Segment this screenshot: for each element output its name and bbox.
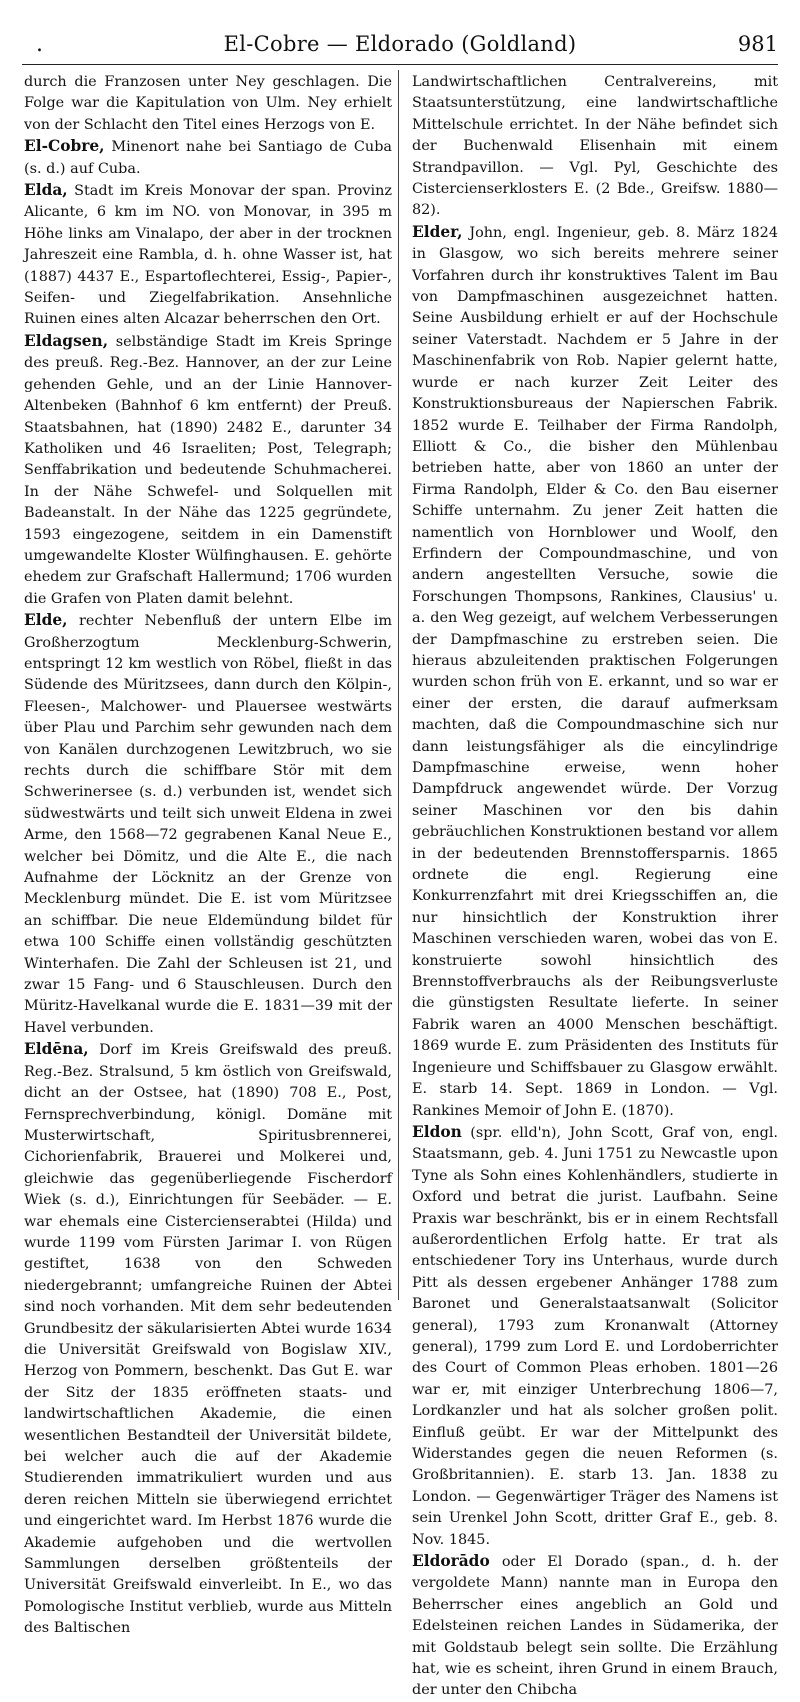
- entry-elde: [24, 610, 392, 1039]
- entry-text: selbständige Stadt im Kreis Springe des preuß. Reg.-Bez. Hannover, an der zur Leine gehenden Gehle, und an der Linie Hannover-Altenbeken (Bahnhof 6 km entfernt) der Preuß. Staatsbahnen, hat (1890) 2482 E., darunter 34 Katholiken und 46 Israeliten; Post, Telegraph; Senffabrikation und bedeutende Schuhmacherei. In der Nähe Schwefel- und Solquellen mit Badeanstalt. In der Nähe das 1225 gegründete, 1593 eingezogene, seitdem in ein Damenstift umgewandelte Kloster Wülfinghausen. E. gehörte ehedem zur Grafschaft Hallermund; 1706 wurden die Grafen von Platen damit belehnt.: [24, 333, 392, 607]
- entry-headword: Eldēna,: [24, 1040, 89, 1059]
- entry-continuation: [24, 71, 392, 136]
- entry-headword: Elde,: [24, 611, 68, 630]
- entry-eldagsen: [24, 331, 392, 610]
- entry-headword: Eldagsen,: [24, 331, 109, 350]
- entry-text: oder El Dorado (span., d. h. der vergoldete Mann) nannte man in Europa den Beherrscher eines angeblich an Gold und Edelsteinen reichen Landes in Südamerika, der mit Goldstaub belegt sein sollte. Die Erzählung hat, wie es scheint, ihren Grund in einem Brauch, der unter den Chibcha: [412, 1554, 778, 1699]
- entry-text: Minenort nahe bei Santiago de Cuba (s. d.) auf Cuba.: [24, 139, 392, 177]
- right-column: [412, 71, 778, 1699]
- entry-eldena: [24, 1039, 392, 1639]
- running-title: El-Cobre — Eldorado (Goldland): [223, 32, 577, 56]
- entry-elda: [24, 180, 392, 331]
- entry-text: Landwirtschaftlichen Centralvereins, mit Staatsunterstützung, eine landwirtschaftliche Mittelschule errichtet. In der Nähe befindet sich der Buchenwald Elisenhain mit einem Strandpavillon. — Vgl. Pyl, Geschichte des Cistercienserklosters E. (2 Bde., Greifsw. 1880—82).: [412, 74, 778, 219]
- entry-elder: [412, 222, 778, 1122]
- page-number: 981: [737, 32, 778, 56]
- entry-eldorado: [412, 1551, 778, 1702]
- entry-headword: Eldorādo: [412, 1552, 490, 1571]
- entry-text: John, engl. Ingenieur, geb. 8. März 1824 in Glasgow, wo sich bereits mehrere seiner Vorfahren durch ihr konstruktives Talent im Bau von Dampfmaschinen ausgezeichnet hatten. Seine Ausbildung erhielt er auf der Hochschule seiner Vaterstadt. Nachdem er 5 Jahre in der Maschinenfabrik von Rob. Napier gelernt hatte, wurde er nach kurzer Zeit Leiter des Konstruktionsbureaus der Napierschen Fabrik. 1852 wurde E. Teilhaber der Firma Randolph, Elliott & Co., die bisher den Mühlenbau betrieben hatte, aber von 1860 an unter der Firma Randolph, Elder & Co. den Bau eiserner Schiffe unternahm. Zu jener Zeit hatten die namentlich von Hornblower und Woolf, den Erfindern der Compoundmaschine, und von andern angestellten Versuche, sowie die Forschungen Thompsons, Rankines, Clausius' u. a. den Weg gezeigt, auf welchem Verbesserungen der Dampfmaschine zu erstreben seien. Die hieraus abzuleitenden praktischen Folgerungen wurden schon früh von E. erkannt, und so war er einer der ersten, die darauf aufmerksam machten, daß die Compoundmaschine sich nur dann leistungsfähiger als die eincylindrige Dampfmaschine erweise, wenn hoher Dampfdruck angewendet würde. Der Vorzug seiner Maschinen vor den bis dahin gebräuchlichen Konstruktionen bestand vor allem in der bedeutenden Brennstoffersparnis. 1865 ordnete die engl. Regierung eine Konkurrenzfahrt mit drei Kriegsschiffen an, die nur hinsichtlich der Konstruktion ihrer Maschinen verschieden waren, wobei das von E. konstruierte sowohl hinsichtlich des Brennstoffverbrauchs als der Reibungsverluste die günstigsten Resultate lieferte. In seiner Fabrik waren an 4000 Menschen beschäftigt. 1869 wurde E. zum Präsidenten des Instituts für Ingenieure und Schiffsbauer zu Glasgow erwählt. E. starb 14. Sept. 1869 in London. — Vgl. Rankines Memoir of John E. (1870).: [412, 224, 778, 1119]
- entry-headword: Eldon: [412, 1122, 462, 1141]
- entry-continuation: [412, 71, 778, 222]
- column-divider: [398, 70, 399, 1300]
- header-dot: .: [36, 32, 43, 57]
- entry-eldon: [412, 1122, 778, 1551]
- entry-text: rechter Nebenfluß der untern Elbe im Großherzogtum Mecklenburg-Schwerin, entspringt 12 km westlich von Röbel, fließt in das Südende des Müritzsees, dann durch den Kölpin-, Fleesen-, Malchower- und Plauersee westwärts über Plau und Parchim sehr gewunden nach dem von Kanälen durchzogenen Lewitzbruch, wo sie rechts durch die schiffbare Stör mit dem Schwerinersee (s. d.) verbunden ist, wendet sich südwestwärts und teilt sich unweit Eldena in zwei Arme, den 1568—72 gegrabenen Kanal Neue E., welcher bei Dömitz, und die Alte E., die nach Aufnahme der Löcknitz an der Grenze von Mecklenburg mündet. Die E. ist vom Müritzsee an schiffbar. Die neue Eldemündung bildet für etwa 100 Schiffe einen vollständig geschützten Winterhafen. Die Zahl der Schleusen ist 21, und zwar 15 Fang- und 6 Stauschleusen. Durch den Müritz-Havelkanal wurde die E. 1831—39 mit der Havel verbunden.: [24, 613, 392, 1036]
- entry-text: Dorf im Kreis Greifswald des preuß. Reg.-Bez. Stralsund, 5 km östlich von Greifswald, dicht an der Ostsee, hat (1890) 708 E., Post, Fernsprechverbindung, königl. Domäne mit Musterwirtschaft, Spiritusbrennerei, Cichorienfabrik, Brauerei und Molkerei und, gleichwie das gegenüberliegende Fischerdorf Wiek (s. d.), Einrichtungen für Seebäder. — E. war ehemals eine Cistercienserabtei (Hilda) und wurde 1199 vom Fürsten Jarimar I. von Rügen gestiftet, 1638 von den Schweden niedergebrannt; umfangreiche Ruinen der Abtei sind noch vorhanden. Mit dem sehr bedeutenden Grundbesitz der säkularisierten Abtei wurde 1634 die Universität Greifswald von Bogislaw XIV., Herzog von Pommern, beschenkt. Das Gut E. war der Sitz der 1835 eröffneten staats- und landwirtschaftlichen Akademie, die einen wesentlichen Bestandteil der Universität bildete, bei welcher auch die auf der Akademie Studierenden immatrikuliert wurden und aus deren reichen Mitteln sie überwiegend errichtet und eingerichtet ward. Im Herbst 1876 wurde die Akademie aufgehoben und die wertvollen Sammlungen derselben größtenteils der Universität Greifswald einverleibt. In E., wo das Pomologische Institut verblieb, wurde aus Mitteln des Baltischen: [24, 1042, 392, 1637]
- entry-text: durch die Franzosen unter Ney geschlagen. Die Folge war die Kapitulation von Ulm. Ney erhielt von der Schlacht den Titel eines Herzogs von E.: [24, 74, 392, 133]
- entry-text: Stadt im Kreis Monovar der span. Provinz Alicante, 6 km im NO. von Monovar, in 395 m Höhe links am Vinalapo, der aber in der trocknen Jahreszeit eine Rambla, d. h. ohne Wasser ist, hat (1887) 4437 E., Espartoflechterei, Essig-, Papier-, Seifen- und Ziegelfabrikation. Ansehnliche Ruinen eines alten Alcazar beherrschen den Ort.: [24, 183, 392, 328]
- entry-headword: Elder,: [412, 222, 463, 241]
- entry-text: (spr. elld'n), John Scott, Graf von, engl. Staatsmann, geb. 4. Juni 1751 zu Newcastle upon Tyne als Sohn eines Kohlenhändlers, studierte in Oxford und betrat die jurist. Laufbahn. Seine Praxis war beschränkt, bis er in einem Rechtsfall außerordentlichen Erfolg hatte. Er trat als entschiedener Tory ins Unterhaus, wurde durch Pitt als dessen ergebener Anhänger 1788 zum Baronet und Generalstaatsanwalt (Solicitor general), 1793 zum Kronanwalt (Attorney general), 1799 zum Lord E. und Lordoberrichter des Court of Common Pleas erhoben. 1801—26 war er, mit einziger Unterbrechung 1806—7, Lordkanzler und hat als solcher großen polit. Einfluß geübt. Er war der Mittelpunkt des Widerstandes gegen die neuen Reformen (s. Großbritannien). E. starb 13. Jan. 1838 zu London. — Gegenwärtiger Träger des Namens ist sein Urenkel John Scott, dritter Graf E., geb. 8. Nov. 1845.: [412, 1124, 778, 1548]
- entry-headword: Elda,: [24, 181, 68, 200]
- left-column: [24, 71, 392, 1637]
- page-header: [22, 20, 778, 65]
- entry-el-cobre: [24, 136, 392, 180]
- entry-headword: El-Cobre,: [24, 137, 105, 156]
